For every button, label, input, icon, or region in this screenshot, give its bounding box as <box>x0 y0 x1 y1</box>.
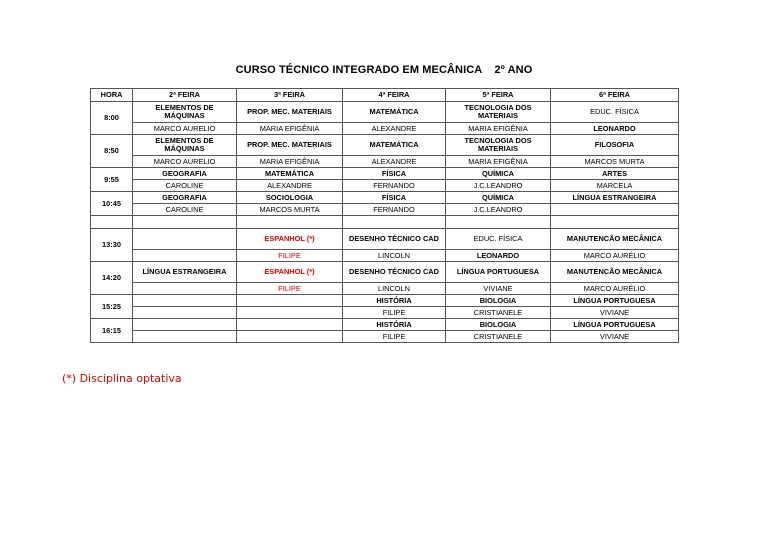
subject-cell: LÍNGUA PORTUGUESA <box>446 262 551 283</box>
subject-cell: ESPANHOL (*) <box>237 229 343 250</box>
teacher-cell: MARCO AURELIO <box>133 156 237 168</box>
subject-cell: BIOLOGIA <box>446 319 551 331</box>
teacher-cell: ALEXANDRE <box>237 180 343 192</box>
teacher-cell: LINCOLN <box>343 283 446 295</box>
subject-cell: QUÍMICA <box>446 168 551 180</box>
teacher-cell: MARIA EFIGÊNIA <box>446 123 551 135</box>
empty-cell <box>446 216 551 229</box>
subject-cell: FÍSICA <box>343 168 446 180</box>
teacher-cell: LEONARDO <box>551 123 679 135</box>
subject-row <box>91 319 679 331</box>
subject-cell: ELEMENTOS DE MÁQUINAS <box>133 102 237 123</box>
subject-cell: HISTÓRIA <box>343 295 446 307</box>
teacher-cell: VIVIANE <box>446 283 551 295</box>
teacher-cell: CRISTIANELE <box>446 331 551 343</box>
teacher-cell: MARCOS MURTA <box>237 204 343 216</box>
time-cell: 8:50 <box>91 135 133 168</box>
teacher-cell: CRISTIANELE <box>446 307 551 319</box>
teacher-cell: ALEXANDRE <box>343 156 446 168</box>
teacher-cell: MARIA EFIGÊNIA <box>237 123 343 135</box>
subject-cell: TECNOLOGIA DOS MATERIAIS <box>446 102 551 123</box>
break-row <box>91 216 679 229</box>
teacher-cell <box>133 250 237 262</box>
teacher-cell: FILIPE <box>343 307 446 319</box>
teacher-cell: LINCOLN <box>343 250 446 262</box>
schedule-table <box>90 88 679 343</box>
header-quinta: 5ª FEIRA <box>446 89 551 102</box>
subject-cell: ELEMENTOS DE MÁQUINAS <box>133 135 237 156</box>
empty-cell <box>551 216 679 229</box>
teacher-cell <box>237 331 343 343</box>
subject-row <box>91 192 679 204</box>
teacher-cell: MARCO AURÉLIO <box>551 250 679 262</box>
teacher-cell: FILIPE <box>343 331 446 343</box>
subject-cell: MATEMÁTICA <box>237 168 343 180</box>
subject-cell: PROP. MEC. MATERIAIS <box>237 102 343 123</box>
teacher-cell: MARIA EFIGÊNIA <box>446 156 551 168</box>
teacher-cell: CAROLINE <box>133 180 237 192</box>
subject-cell <box>237 295 343 307</box>
teacher-row <box>91 307 679 319</box>
teacher-row <box>91 180 679 192</box>
teacher-cell <box>133 307 237 319</box>
teacher-cell <box>133 331 237 343</box>
subject-cell: FÍSICA <box>343 192 446 204</box>
subject-cell: ARTES <box>551 168 679 180</box>
subject-cell: GEOGRAFIA <box>133 168 237 180</box>
teacher-cell: MARCO AURÉLIO <box>551 283 679 295</box>
teacher-cell <box>551 204 679 216</box>
teacher-row <box>91 156 679 168</box>
subject-cell: LÍNGUA ESTRANGEIRA <box>133 262 237 283</box>
subject-cell: DESENHO TÉCNICO CAD <box>343 262 446 283</box>
subject-cell: HISTÓRIA <box>343 319 446 331</box>
subject-cell: MANUTENCÃO MECÂNICA <box>551 262 679 283</box>
teacher-cell <box>133 283 237 295</box>
subject-cell: BIOLOGIA <box>446 295 551 307</box>
page-title: CURSO TÉCNICO INTEGRADO EM MECÂNICA 2º ANO <box>235 64 533 76</box>
teacher-cell: CAROLINE <box>133 204 237 216</box>
header-segunda: 2ª FEIRA <box>133 89 237 102</box>
time-cell: 9:55 <box>91 168 133 192</box>
subject-cell: LÍNGUA ESTRANGEIRA <box>551 192 679 204</box>
teacher-cell: FERNANDO <box>343 204 446 216</box>
empty-cell <box>343 216 446 229</box>
teacher-cell: LEONARDO <box>446 250 551 262</box>
teacher-cell: FILIPE <box>237 250 343 262</box>
subject-row <box>91 229 679 250</box>
subject-cell: EDUC. FÍSICA <box>446 229 551 250</box>
subject-cell: DESENHO TÉCNICO CAD <box>343 229 446 250</box>
subject-cell <box>133 295 237 307</box>
teacher-cell: FERNANDO <box>343 180 446 192</box>
subject-cell <box>237 319 343 331</box>
teacher-cell: VIVIANE <box>551 307 679 319</box>
teacher-row <box>91 123 679 135</box>
header-row <box>91 89 679 102</box>
teacher-cell: MARCOS MURTA <box>551 156 679 168</box>
subject-cell <box>133 229 237 250</box>
subject-cell <box>133 319 237 331</box>
subject-cell: FILOSOFIA <box>551 135 679 156</box>
teacher-cell: MARCELA <box>551 180 679 192</box>
teacher-row <box>91 204 679 216</box>
subject-row <box>91 262 679 283</box>
subject-cell: TECNOLOGIA DOS MATERIAIS <box>446 135 551 156</box>
header-quarta: 4ª FEIRA <box>343 89 446 102</box>
empty-cell <box>133 216 237 229</box>
subject-row <box>91 295 679 307</box>
subject-cell: GEOGRAFIA <box>133 192 237 204</box>
subject-cell: LÍNGUA PORTUGUESA <box>551 319 679 331</box>
teacher-cell: MARCO AURELIO <box>133 123 237 135</box>
teacher-cell: ALEXANDRE <box>343 123 446 135</box>
subject-row <box>91 102 679 123</box>
optional-note: (*) Disciplina optativa <box>62 372 182 385</box>
time-cell: 14:20 <box>91 262 133 295</box>
header-terca: 3ª FEIRA <box>237 89 343 102</box>
header-hora: HORA <box>91 89 133 102</box>
subject-cell: PROP. MEC. MATERIAIS <box>237 135 343 156</box>
subject-cell: LÍNGUA PORTUGUESA <box>551 295 679 307</box>
subject-cell: SOCIOLOGIA <box>237 192 343 204</box>
subject-cell: EDUC. FÍSICA <box>551 102 679 123</box>
teacher-cell: VIVIANE <box>551 331 679 343</box>
subject-row <box>91 168 679 180</box>
subject-row <box>91 135 679 156</box>
teacher-row <box>91 331 679 343</box>
teacher-cell: MARIA EFIGÊNIA <box>237 156 343 168</box>
empty-cell <box>91 216 133 229</box>
time-cell: 13:30 <box>91 229 133 262</box>
teacher-cell: J.C.LEANDRO <box>446 180 551 192</box>
subject-cell: MANUTENCÃO MECÂNICA <box>551 229 679 250</box>
teacher-cell <box>237 307 343 319</box>
schedule-body <box>91 102 679 343</box>
header-sexta: 6ª FEIRA <box>551 89 679 102</box>
time-cell: 8:00 <box>91 102 133 135</box>
empty-cell <box>237 216 343 229</box>
subject-cell: MATEMÁTICA <box>343 102 446 123</box>
subject-cell: ESPANHOL (*) <box>237 262 343 283</box>
teacher-row <box>91 283 679 295</box>
time-cell: 10:45 <box>91 192 133 216</box>
teacher-cell: FILIPE <box>237 283 343 295</box>
subject-cell: QUÍMICA <box>446 192 551 204</box>
time-cell: 16:15 <box>91 319 133 343</box>
teacher-row <box>91 250 679 262</box>
teacher-cell: J.C.LEANDRO <box>446 204 551 216</box>
time-cell: 15:25 <box>91 295 133 319</box>
subject-cell: MATEMÁTICA <box>343 135 446 156</box>
